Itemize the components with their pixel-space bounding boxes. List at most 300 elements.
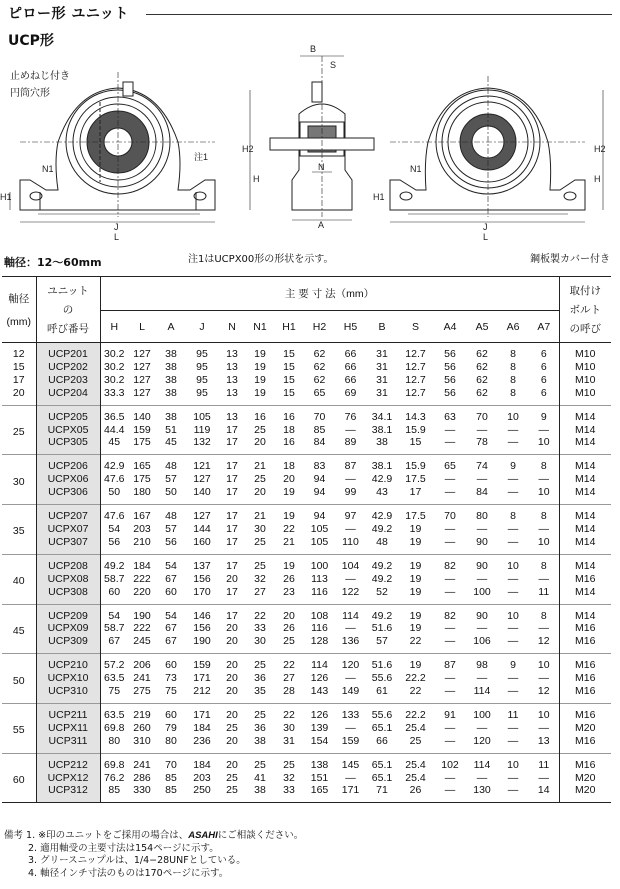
dim-value: 236 [193,734,211,747]
unit-number: UCP311 [36,735,100,753]
dim-value: 30 [254,522,266,535]
dim-J-right: J [483,222,488,232]
header-col-a4: A4 [433,311,467,343]
dim-value: 18 [283,460,295,473]
dim-value: 159 [193,659,211,672]
dim-value: 143 [310,685,329,698]
dim-value: 116 [311,585,328,598]
dim-value: 35 [254,685,266,698]
dim-value: 15 [409,436,422,449]
dim-value: 57 [165,473,177,486]
bolt-size: M16 [559,622,611,635]
dim-L-left: L [114,232,120,242]
spec-table [2,276,611,803]
unit-number: UCP212 [36,753,100,771]
cover-note: 鋼板製カバー付き [530,254,610,265]
dim-value: 50 [165,486,177,499]
table-row [2,753,611,771]
dim-value: 136 [341,635,360,648]
dim-value: 245 [133,635,151,648]
dim-value: 17 [226,460,238,473]
dim-value: 27 [283,672,295,685]
dim-value: 49.2 [104,559,125,572]
header-col-a6: A6 [497,311,529,343]
dim-value: 19 [409,585,422,598]
dim-value: 56 [444,348,456,360]
dim-value: 25 [254,758,266,771]
bolt-size: M16 [559,703,611,721]
dim-value: 175 [133,473,151,486]
bolt-size: M14 [559,523,611,536]
dim-value: 8 [540,559,547,572]
shaft-cell: 50 [2,654,36,704]
bolt-size: M16 [559,672,611,685]
dim-value: 65 [444,460,456,473]
dim-value: 33 [283,784,295,797]
dim-value: 25 [254,559,266,572]
dim-value: 19 [283,486,295,499]
dim-value: — [507,635,519,648]
pillow-block-drawing [0,42,620,242]
dim-value: 62 [313,360,326,373]
dim-value: 20 [226,635,238,648]
dim-value: 78 [476,436,488,449]
shaft-cell: 25 [2,405,36,455]
dim-value: 30 [283,721,295,734]
dim-value: 60 [165,659,177,672]
dim-value: 54 [108,522,121,535]
dim-value: 70 [444,510,456,523]
dim-value: 89 [344,436,357,449]
dim-value: 128 [310,635,329,648]
dim-value: 60 [165,585,177,598]
dim-value: 133 [341,708,360,721]
dim-value: — [444,423,456,436]
dim-value: 22 [283,708,295,721]
dim-value: 82 [444,609,456,622]
dim-value: 55.6 [371,672,393,685]
dim-value: — [507,771,519,784]
dim-value: 15 [283,373,295,386]
dim-value: 156 [193,622,211,635]
unit-number: UCP307 [36,536,100,554]
dim-value: 94 [313,473,326,486]
dim-value: 222 [133,622,151,635]
dim-value: 19 [254,360,266,373]
dim-value: 75 [165,685,177,698]
table-row [2,604,611,622]
unit-number: UCP201 [36,343,100,361]
dim-value: 9 [510,659,516,672]
table-row [2,722,611,735]
bolt-size: M14 [559,455,611,473]
dim-value: 17 [226,473,238,486]
dim-value: — [476,721,488,734]
dim-value: 63.5 [104,672,125,685]
dim-value: 56 [444,386,456,399]
header-unit-1: ユニット [47,285,89,297]
dim-value: 137 [193,559,211,572]
dim-value: 65 [313,386,326,399]
dim-value: 11 [538,585,550,598]
notes-label: 備考 [4,830,24,841]
dim-value: 18 [283,423,295,436]
dim-value: 19 [409,572,422,585]
dim-value: 30.2 [104,360,125,373]
dim-value: 38 [254,734,266,747]
dim-value: — [507,672,519,685]
header-col-n: N [218,311,246,343]
dim-value: 26 [283,622,295,635]
shaft-cell: 12 [2,343,36,361]
dim-value: 87 [444,659,456,672]
dim-value: 32 [283,771,295,784]
bolt-size: M10 [559,374,611,387]
dim-value: 45 [165,436,177,449]
dim-H1-left: H1 [0,192,12,202]
dim-value: — [538,622,549,635]
dim-value: 241 [133,672,151,685]
dim-value: 17 [226,436,238,449]
dim-value: 17 [226,522,238,535]
dim-H1-right: H1 [373,192,385,202]
dim-value: 17 [226,609,238,622]
dim-value: 127 [193,510,211,523]
dim-value: 104 [341,559,360,572]
dim-value: 16 [254,410,266,423]
dim-value: — [444,685,456,698]
dim-value: 99 [344,486,357,499]
dim-value: 70 [476,410,488,423]
header-col-n1: N1 [246,311,274,343]
header-col-l: L [128,311,156,343]
header-col-b: B [366,311,398,343]
dim-value: — [444,486,456,499]
dim-value: 105 [310,522,329,535]
table-group [2,604,611,654]
dim-value: 57 [376,635,388,648]
dim-value: 13 [226,410,238,423]
shaft-cell: 20 [2,387,36,405]
dim-value: 15 [283,348,295,360]
dim-value: 20 [226,572,238,585]
dim-value: 219 [133,708,151,721]
table-group [2,405,611,455]
dim-value: 22.2 [405,672,426,685]
bolt-size: M10 [559,361,611,374]
note-2: 2. 適用軸受の主要寸法は154ページに示す。 [28,842,219,854]
dim-value: 330 [133,784,151,797]
note-3: 3. グリースニップルは、1/4−28UNFとしている。 [28,855,246,866]
dim-S: S [330,60,337,70]
dim-value: 25 [254,473,266,486]
dim-value: 275 [133,685,151,698]
dim-value: 97 [344,510,357,523]
dim-value: — [476,522,488,535]
dim-value: 14.3 [405,410,426,423]
dim-value: 190 [133,609,151,622]
dim-value: 67 [165,635,177,648]
dim-value: 20 [283,609,295,622]
dim-value: — [476,771,488,784]
dim-value: 127 [133,360,151,373]
dim-value: 17 [226,423,238,436]
dim-value: 12.7 [405,386,426,399]
dim-value: 94 [313,486,326,499]
dim-value: — [476,672,488,685]
dim-value: 114 [311,659,328,672]
dim-value: 156 [193,572,211,585]
bolt-size: M20 [559,784,611,802]
bolt-size: M16 [559,573,611,586]
unit-number: UCP208 [36,554,100,572]
dim-value: 25.4 [405,758,426,771]
dim-value: 15.9 [405,460,426,473]
dim-value: 20 [226,708,238,721]
dim-value: 10 [507,559,519,572]
unit-number: UCP306 [36,486,100,504]
dim-value: 140 [193,486,211,499]
dim-value: 60 [165,708,177,721]
dim-value: 119 [193,423,211,436]
dim-value: 69 [344,386,357,399]
bolt-size: M16 [559,735,611,753]
dim-value: 206 [133,659,151,672]
dim-value: — [538,771,549,784]
dim-value: 149 [341,685,360,698]
dim-value: 19 [409,659,422,672]
dim-value: 19 [254,373,266,386]
dim-value: 184 [133,559,151,572]
dim-value: 38 [165,373,177,386]
dim-value: 19 [409,559,422,572]
dim-value: 60 [108,585,121,598]
dim-value: 85 [165,784,177,797]
dim-value: 11 [538,758,550,771]
bolt-size: M14 [559,536,611,554]
dim-value: 212 [193,685,211,698]
dim-value: 12.7 [405,360,426,373]
header-col-a7: A7 [529,311,559,343]
dim-value: 8 [510,386,516,399]
dim-value: 38 [254,784,266,797]
dim-value: 25 [254,423,266,436]
dim-value: 10 [537,708,550,721]
dim-value: 8 [510,348,516,360]
dim-value: 36 [254,721,266,734]
dim-value: 47.6 [104,510,125,523]
dim-value: 25 [283,635,295,648]
unit-number: UCP203 [36,374,100,387]
unit-number: UCP204 [36,387,100,405]
table-group [2,654,611,704]
dim-value: — [345,622,356,635]
table-row [2,622,611,635]
dim-B: B [310,44,317,54]
dim-value: 38 [165,410,177,423]
dim-value: 8 [540,510,547,523]
header-col-j: J [186,311,218,343]
shaft-cell: 30 [2,455,36,505]
dim-value: 12 [537,635,550,648]
table-row [2,772,611,785]
bolt-size: M14 [559,505,611,523]
dim-value: — [444,585,456,598]
dim-value: 21 [283,535,295,548]
dim-value: 6 [540,386,547,399]
dim-N: N [318,162,325,172]
dim-value: 19 [409,609,422,622]
dim-value: 76.2 [104,771,125,784]
dim-value: 165 [133,460,151,473]
dim-value: — [507,721,519,734]
table-group [2,703,611,753]
table-row [2,361,611,374]
dim-value: 38.1 [371,423,393,436]
dim-value: 66 [344,360,357,373]
dim-value: 151 [310,771,329,784]
dim-H-right: H [594,174,601,184]
dim-value: 13 [537,734,550,747]
dim-value: 25 [226,771,238,784]
table-row [2,554,611,572]
dim-value: 79 [165,721,177,734]
dim-value: 100 [310,559,329,572]
bolt-size: M14 [559,486,611,504]
dim-value: 154 [310,734,329,747]
dim-value: — [507,535,519,548]
dim-value: 126 [310,708,329,721]
dim-value: — [444,635,456,648]
unit-number: UCPX05 [36,424,100,437]
dim-value: 20 [254,486,266,499]
dim-value: 144 [193,522,211,535]
header-shaft-unit: (mm) [6,316,31,328]
unit-number: UCP207 [36,505,100,523]
dim-value: 22 [283,659,295,672]
table-row [2,343,611,361]
dim-value: 260 [133,721,151,734]
unit-number: UCP211 [36,703,100,721]
dim-value: — [345,473,356,486]
dim-value: 84 [476,486,488,499]
table-row [2,654,611,672]
table-row [2,784,611,802]
dim-value: 102 [441,758,459,771]
dim-value: 184 [193,758,211,771]
dim-value: 6 [540,373,547,386]
dim-value: 25 [283,758,295,771]
dim-value: 11 [507,708,519,721]
dim-value: — [345,771,356,784]
header-col-a: A [156,311,186,343]
dim-value: 69.8 [104,758,125,771]
header-unit [36,277,100,343]
table-row [2,455,611,473]
dim-note1: 注1 [194,152,209,162]
dim-value: — [476,423,488,436]
dim-value: 25.4 [405,771,426,784]
table-row [2,735,611,753]
dim-value: 171 [193,672,211,685]
dim-value: 16 [283,436,295,449]
bolt-size: M10 [559,343,611,361]
dim-value: 159 [133,423,151,436]
dim-value: 85 [313,423,326,436]
dim-value: 85 [165,771,177,784]
header-bolt-3: の呼び [569,323,601,335]
header-bolt-1: 取付け [569,285,601,297]
dim-value: 49.2 [371,559,393,572]
side-view [270,56,374,220]
table-group [2,505,611,555]
dim-value: 70 [165,758,177,771]
unit-number: UCP310 [36,685,100,703]
bolt-size: M14 [559,554,611,572]
dim-value: 120 [341,659,360,672]
dim-value: 190 [193,635,211,648]
dim-value: 48 [165,460,177,473]
dim-value: 21 [254,510,266,523]
dim-value: 132 [193,436,211,449]
dim-value: 63 [444,410,456,423]
dim-value: 90 [476,609,488,622]
dim-value: 61 [376,685,388,698]
table-group [2,753,611,803]
shaft-cell: 17 [2,374,36,387]
dim-value: — [345,572,356,585]
dim-value: 12.7 [405,373,426,386]
dim-value: — [345,672,356,685]
bolt-size: M14 [559,473,611,486]
table-row [2,635,611,653]
dim-value: 57 [165,522,177,535]
dim-value: 165 [310,784,329,797]
dim-value: 17.5 [405,510,426,523]
dim-value: 184 [193,721,211,734]
dim-value: 10 [507,758,519,771]
table-row [2,586,611,604]
header-bolt [559,277,611,343]
dim-value: 54 [165,609,177,622]
bolt-size: M14 [559,405,611,423]
dim-value: 17 [226,535,238,548]
table-group [2,554,611,604]
dim-value: 175 [133,436,151,449]
dim-value: 47.6 [104,473,125,486]
dim-value: 73 [165,672,177,685]
dim-value: — [538,721,549,734]
table-row [2,573,611,586]
dim-value: 65.1 [371,758,393,771]
dim-value: 25 [226,721,238,734]
dim-value: 85 [108,784,121,797]
dim-value: 66 [344,348,357,360]
dim-value: — [444,784,456,797]
dim-value: 25 [409,734,422,747]
dim-value: 121 [193,460,211,473]
table-row [2,523,611,536]
dim-value: — [507,522,519,535]
header-col-h1: H1 [274,311,304,343]
dim-value: 20 [226,758,238,771]
unit-number: UCP309 [36,635,100,653]
dim-value: — [507,622,519,635]
bolt-size: M14 [559,424,611,437]
dim-value: 203 [133,522,151,535]
dim-value: 220 [133,585,151,598]
dim-value: — [538,672,549,685]
